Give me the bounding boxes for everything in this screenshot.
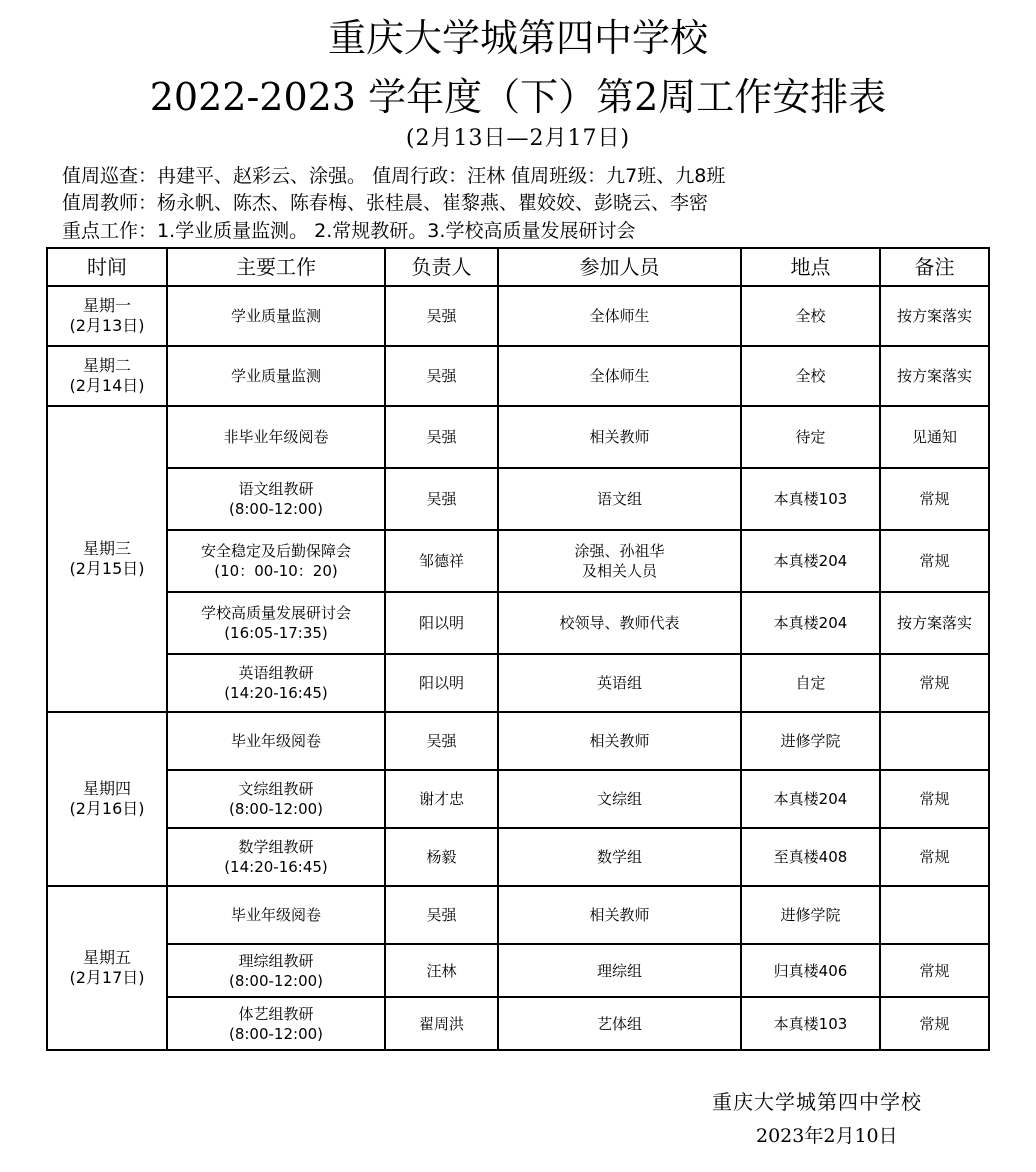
leader-cell: 杨毅 bbox=[385, 828, 498, 886]
header-location: 地点 bbox=[741, 248, 880, 286]
focus-items: 1.学业质量监测。 2.常规教研。3.学校高质量发展研讨会 bbox=[157, 220, 636, 242]
work-title: 理综组教研 bbox=[238, 951, 314, 970]
footer-school-name: 重庆大学城第四中学校 bbox=[712, 1090, 922, 1114]
location-cell: 至真楼408 bbox=[741, 828, 880, 886]
header-row bbox=[47, 248, 989, 286]
location-cell: 本真楼204 bbox=[741, 592, 880, 654]
table-row bbox=[47, 654, 989, 712]
work-time: (14:20-16:45) bbox=[224, 858, 328, 876]
work-cell bbox=[167, 654, 385, 712]
participants-cell: 全体师生 bbox=[498, 346, 741, 406]
work-cell bbox=[167, 944, 385, 997]
footer-date: 2023年2月10日 bbox=[756, 1125, 898, 1147]
day-cell-thursday bbox=[47, 712, 167, 886]
leader-cell: 阳以明 bbox=[385, 592, 498, 654]
notes-cell: 见通知 bbox=[880, 406, 989, 468]
work-cell bbox=[167, 712, 385, 770]
work-time: (8:00-12:00) bbox=[228, 800, 324, 818]
participants-cell: 英语组 bbox=[498, 654, 741, 712]
work-cell bbox=[167, 286, 385, 346]
location-cell: 本真楼204 bbox=[741, 770, 880, 828]
notes-cell: 常规 bbox=[880, 530, 989, 592]
class-names: 九7班、九8班 bbox=[606, 165, 726, 187]
day-cell-monday bbox=[47, 286, 167, 346]
work-title: 学业质量监测 bbox=[230, 367, 321, 385]
duty-teacher-line bbox=[62, 190, 708, 216]
work-time: (8:00-12:00) bbox=[228, 971, 324, 990]
participants-cell: 相关教师 bbox=[498, 886, 741, 944]
work-title: 毕业年级阅卷 bbox=[230, 732, 321, 750]
day-date: (2月13日) bbox=[69, 316, 145, 335]
date-range: (2月13日—2月17日) bbox=[405, 126, 631, 151]
location-cell: 自定 bbox=[741, 654, 880, 712]
location-cell: 全校 bbox=[741, 286, 880, 346]
notes-cell: 常规 bbox=[880, 468, 989, 530]
leader-cell: 吴强 bbox=[385, 468, 498, 530]
notes-cell: 按方案落实 bbox=[880, 346, 989, 406]
table-row bbox=[47, 406, 989, 468]
day-date: (2月14日) bbox=[69, 376, 145, 395]
leader-cell: 吴强 bbox=[385, 886, 498, 944]
table-row bbox=[47, 346, 989, 406]
schedule-table bbox=[46, 247, 990, 1051]
notes-cell: 常规 bbox=[880, 828, 989, 886]
day-date: (2月15日) bbox=[69, 559, 145, 578]
leader-cell: 吴强 bbox=[385, 346, 498, 406]
day-cell-wednesday bbox=[47, 406, 167, 712]
leader-cell: 汪林 bbox=[385, 944, 498, 997]
work-title: 安全稳定及后勤保障会 bbox=[200, 542, 351, 560]
work-title: 毕业年级阅卷 bbox=[230, 906, 321, 924]
notes-cell bbox=[880, 712, 989, 770]
day-date: (2月16日) bbox=[69, 799, 145, 818]
notes-cell: 按方案落实 bbox=[880, 286, 989, 346]
table-row bbox=[47, 712, 989, 770]
day-cell-tuesday bbox=[47, 346, 167, 406]
notes-cell: 常规 bbox=[880, 654, 989, 712]
page-title: 重庆大学城第四中学校 bbox=[327, 16, 708, 60]
participants-cell: 数学组 bbox=[498, 828, 741, 886]
work-cell bbox=[167, 592, 385, 654]
location-cell: 归真楼406 bbox=[741, 944, 880, 997]
admin-name: 汪林 bbox=[467, 165, 506, 187]
location-cell: 本真楼103 bbox=[741, 997, 880, 1050]
location-cell: 进修学院 bbox=[741, 712, 880, 770]
participants-line2: 及相关人员 bbox=[581, 562, 657, 580]
work-title: 英语组教研 bbox=[238, 664, 314, 682]
focus-label: 重点工作： bbox=[62, 220, 158, 242]
work-cell bbox=[167, 997, 385, 1050]
table-row bbox=[47, 286, 989, 346]
day-name: 星期三 bbox=[82, 539, 131, 558]
leader-cell: 邹德祥 bbox=[385, 530, 498, 592]
leader-cell: 吴强 bbox=[385, 286, 498, 346]
patrol-names: 冉建平、赵彩云、涂强。 bbox=[157, 165, 367, 187]
participants-cell: 相关教师 bbox=[498, 406, 741, 468]
work-cell bbox=[167, 770, 385, 828]
participants-line1: 涂强、孙祖华 bbox=[574, 542, 665, 560]
work-cell bbox=[167, 468, 385, 530]
notes-cell: 按方案落实 bbox=[880, 592, 989, 654]
work-time: (16:05-17:35) bbox=[224, 624, 328, 642]
participants-cell: 语文组 bbox=[498, 468, 741, 530]
location-cell: 全校 bbox=[741, 346, 880, 406]
participants-cell: 相关教师 bbox=[498, 712, 741, 770]
work-title: 学业质量监测 bbox=[230, 307, 321, 325]
day-name: 星期二 bbox=[82, 356, 131, 375]
work-cell bbox=[167, 346, 385, 406]
participants-cell: 文综组 bbox=[498, 770, 741, 828]
work-time: (14:20-16:45) bbox=[224, 684, 328, 702]
leader-cell: 谢才忠 bbox=[385, 770, 498, 828]
location-cell: 本真楼103 bbox=[741, 468, 880, 530]
participants-cell bbox=[498, 530, 741, 592]
header-work: 主要工作 bbox=[167, 248, 385, 286]
work-cell bbox=[167, 530, 385, 592]
participants-cell: 全体师生 bbox=[498, 286, 741, 346]
work-title: 非毕业年级阅卷 bbox=[223, 428, 329, 446]
work-title: 数学组教研 bbox=[238, 838, 314, 856]
day-name: 星期四 bbox=[82, 779, 131, 798]
participants-cell: 理综组 bbox=[498, 944, 741, 997]
day-date: (2月17日) bbox=[69, 968, 145, 987]
leader-cell: 吴强 bbox=[385, 712, 498, 770]
location-cell: 本真楼204 bbox=[741, 530, 880, 592]
table-row bbox=[47, 530, 989, 592]
table-row bbox=[47, 592, 989, 654]
key-work-line bbox=[62, 218, 635, 244]
teacher-names: 杨永帆、陈杰、陈春梅、张桂晨、崔黎燕、瞿姣姣、彭晓云、李密 bbox=[157, 192, 709, 214]
work-cell bbox=[167, 406, 385, 468]
day-name: 星期一 bbox=[82, 296, 131, 315]
work-cell bbox=[167, 828, 385, 886]
admin-label: 值周行政： bbox=[372, 165, 468, 187]
table-row bbox=[47, 770, 989, 828]
leader-cell: 翟周洪 bbox=[385, 997, 498, 1050]
schedule-title: 2022-2023 学年度（下）第2周工作安排表 bbox=[149, 75, 887, 119]
notes-cell: 常规 bbox=[880, 770, 989, 828]
location-cell: 进修学院 bbox=[741, 886, 880, 944]
header-leader: 负责人 bbox=[385, 248, 498, 286]
day-cell-friday bbox=[47, 886, 167, 1050]
header-notes: 备注 bbox=[880, 248, 989, 286]
day-name: 星期五 bbox=[82, 948, 131, 967]
work-cell bbox=[167, 886, 385, 944]
work-title: 体艺组教研 bbox=[238, 1004, 314, 1023]
table-row bbox=[47, 944, 989, 997]
header-participants: 参加人员 bbox=[498, 248, 741, 286]
work-time: (8:00-12:00) bbox=[228, 500, 324, 518]
leader-cell: 阳以明 bbox=[385, 654, 498, 712]
notes-cell: 常规 bbox=[880, 997, 989, 1050]
participants-cell: 艺体组 bbox=[498, 997, 741, 1050]
notes-cell bbox=[880, 886, 989, 944]
participants-cell: 校领导、教师代表 bbox=[498, 592, 741, 654]
header-time: 时间 bbox=[47, 248, 167, 286]
patrol-label: 值周巡查： bbox=[62, 165, 158, 187]
leader-cell: 吴强 bbox=[385, 406, 498, 468]
table-row bbox=[47, 828, 989, 886]
work-time: (8:00-12:00) bbox=[228, 1024, 324, 1043]
class-label: 值周班级： bbox=[511, 165, 607, 187]
work-title: 语文组教研 bbox=[238, 480, 314, 498]
table-row bbox=[47, 468, 989, 530]
table-row bbox=[47, 886, 989, 944]
work-title: 学校高质量发展研讨会 bbox=[200, 604, 351, 622]
teacher-label: 值周教师： bbox=[62, 192, 158, 214]
work-time: (10：00-10：20) bbox=[214, 562, 338, 580]
table-row bbox=[47, 997, 989, 1050]
duty-patrol-line bbox=[62, 163, 725, 189]
location-cell: 待定 bbox=[741, 406, 880, 468]
notes-cell: 常规 bbox=[880, 944, 989, 997]
work-title: 文综组教研 bbox=[238, 780, 314, 798]
